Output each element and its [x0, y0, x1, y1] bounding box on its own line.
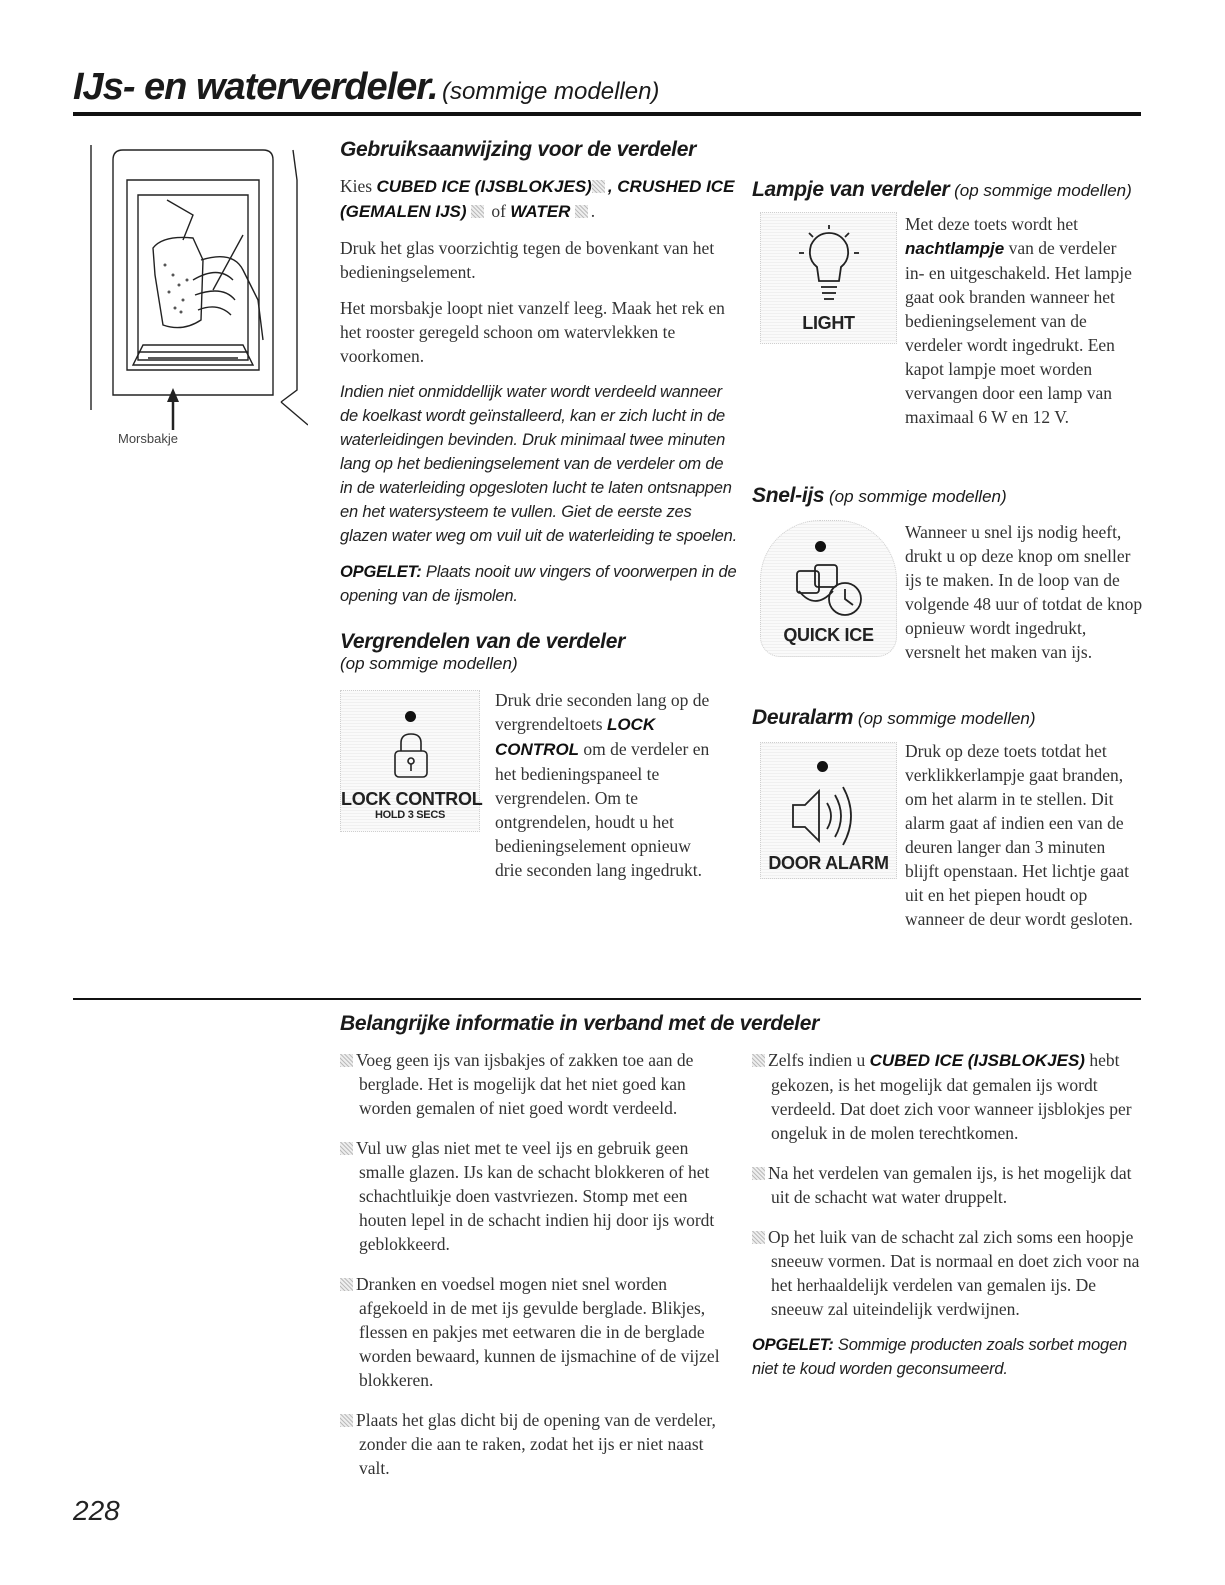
bullet-icon — [340, 1142, 353, 1155]
bullet-icon — [340, 1054, 353, 1067]
usage-air-paragraph: Indien niet onmiddellijk water wordt verdeeld wanneer de koelkast wordt geïnstalleerd, kan er zich lucht in de waterleidingen bevinden. Druk minimaal twee minuten lang op het bedieningselement van de verdeler om de in de waterleiding opgesloten lucht te laten ontsnappen en het watersysteem te vullen. Giet de eerste zes glazen water weg om vuil uit de waterleiding te spoelen. — [340, 383, 737, 545]
usage-select-separator: , — [607, 177, 618, 196]
door-alarm-heading — [752, 706, 1152, 730]
quick-ice-label: QUICK ICE — [783, 625, 874, 645]
crushed-ice-keyword: CRUSHED ICE (GEMALEN IJS) — [340, 177, 735, 221]
light-section — [752, 178, 1152, 202]
list-item — [340, 1408, 725, 1480]
lock-heading: Vergrendelen van de verdeler — [340, 630, 625, 653]
quick-ice-icon — [791, 561, 866, 626]
usage-select-or: of — [486, 201, 511, 221]
quick-ice-heading-text: Snel-ijs — [752, 484, 825, 507]
important-section — [340, 1012, 1140, 1036]
light-heading — [752, 178, 1152, 202]
page-title — [73, 66, 659, 109]
door-alarm-description: Druk op deze toets totdat het verklikkerlampje gaat branden, om het alarm in te stellen. Dit alarm gaat af indien een van de deuren langer dan 3 minuten blijft openstaan. Het lichtje gaat uit en het piepen houdt op wanneer de deur wordt gesloten. — [905, 741, 1133, 929]
lock-desc-start: Druk drie seconden lang op de vergrendeltoets — [495, 690, 710, 734]
light-label: LIGHT — [802, 313, 855, 333]
lock-subheading: (op sommige modellen) — [340, 654, 518, 673]
quick-ice-heading — [752, 484, 1152, 508]
speaker-icon — [789, 781, 869, 851]
list-item — [752, 1161, 1142, 1209]
list-item — [752, 1333, 1142, 1381]
bullet-icon — [752, 1054, 765, 1067]
quick-ice-heading-sub: (op sommige modellen) — [824, 487, 1007, 506]
usage-section — [340, 138, 740, 608]
bullet-icon — [752, 1231, 765, 1244]
lock-section — [340, 630, 740, 674]
lock-control-sublabel: HOLD 3 SECS — [374, 809, 446, 821]
quick-ice-button[interactable] — [760, 520, 897, 657]
list-item-text: Na het verdelen van gemalen ijs, is het mogelijk dat uit de schacht wat water druppelt. — [768, 1163, 1132, 1207]
door-alarm-label: DOOR ALARM — [768, 853, 889, 873]
crushed-ice-icon — [471, 205, 484, 218]
drip-tray-caption: Morsbakje — [118, 431, 178, 446]
usage-caution — [340, 560, 740, 608]
list-item-text: Op het luik van de schacht zal zich soms een hoopje sneeuw vormen. Dat is normaal en doet zich voor na het herhaaldelijk verdelen van gemalen ijs. De sneeuw zal uiteindelijk verdwijnen. — [768, 1227, 1140, 1319]
water-icon — [575, 205, 588, 218]
dispenser-illustration — [83, 140, 308, 440]
list-item-text: Vul uw glas niet met te veel ijs en gebruik geen smalle glazen. IJs kan de schacht blokkeren of het schachtluikje doen vastvriezen. Stomp met een houten lepel in de schacht indien hij door ijs wordt geblokkeerd. — [356, 1138, 715, 1254]
quick-ice-indicator-dot — [815, 541, 826, 552]
list-item — [340, 1136, 725, 1256]
important-list-right — [752, 1048, 1142, 1397]
top-rule — [73, 112, 1141, 116]
lock-description — [495, 688, 710, 882]
usage-caution-text: Plaats nooit uw vingers of voorwerpen in de opening van de ijsmolen. — [340, 563, 737, 605]
lock-desc-end: om de verdeler en het bedieningspaneel te vergrendelen. Om te ontgrendelen, houdt u het bedieningselement opnieuw drie seconden lang ingedrukt. — [495, 739, 710, 880]
night-light-keyword: nachtlampje — [905, 239, 1005, 258]
cubed-ice-keyword: CUBED ICE (IJSBLOKJES) — [869, 1051, 1085, 1070]
list-item — [340, 1048, 725, 1120]
lock-icon — [391, 731, 431, 781]
usage-select-end: . — [590, 201, 596, 221]
door-alarm-button[interactable] — [760, 742, 897, 879]
important-caution-label: OPGELET: — [752, 1336, 834, 1354]
important-list-left — [340, 1048, 725, 1496]
door-alarm-heading-sub: (op sommige modellen) — [853, 709, 1036, 728]
lightbulb-icon — [799, 225, 859, 305]
important-heading: Belangrijke informatie in verband met de verdeler — [340, 1012, 819, 1035]
list-item-text: Plaats het glas dicht bij de opening van de verdeler, zonder die aan te raken, zodat het ijs er niet naast valt. — [356, 1410, 716, 1478]
light-heading-text: Lampje van verdeler — [752, 178, 950, 201]
door-alarm-section — [752, 706, 1152, 730]
page-number: 228 — [73, 1495, 120, 1526]
list-item — [752, 1048, 1142, 1145]
light-description — [905, 212, 1140, 429]
list-item-text: Dranken en voedsel mogen niet snel worden afgekoeld in de met ijs gevulde berglade. Blikjes, flessen en pakjes met eetwaren die in de berglade worden bewaard, kunnen de ijsmachine of de vijzel blokkeren. — [356, 1274, 720, 1390]
bullet-icon — [752, 1167, 765, 1180]
section-divider — [73, 998, 1141, 1000]
water-keyword: WATER — [510, 202, 571, 221]
list-item — [752, 1225, 1142, 1321]
page-title-main: IJs- en waterverdeler. — [73, 66, 438, 108]
usage-select-paragraph — [340, 174, 740, 224]
list-item-text: Zelfs indien u — [768, 1050, 870, 1070]
usage-drip-paragraph: Het morsbakje loopt niet vanzelf leeg. Maak het rek en het rooster geregeld schoon om watervlekken te voorkomen. — [340, 298, 725, 366]
list-item-text: Voeg geen ijs van ijsbakjes of zakken toe aan de berglade. Het is mogelijk dat het niet goed kan worden gemalen of niet goed wordt verdeeld. — [356, 1050, 694, 1118]
door-alarm-indicator-dot — [817, 761, 828, 772]
list-item-text: hebt gekozen, is het mogelijk dat gemalen ijs wordt verdeeld. Dat doet zich voor wanneer ijsblokjes per ongeluk in de molen terechtkomen. — [771, 1050, 1132, 1143]
light-button[interactable] — [760, 212, 897, 344]
light-desc-start: Met deze toets wordt het — [905, 214, 1079, 234]
usage-select-lead: Kies — [340, 176, 377, 196]
dispenser-drawing — [83, 140, 308, 440]
usage-heading: Gebruiksaanwijzing voor de verdeler — [340, 138, 696, 161]
lock-control-button[interactable] — [340, 690, 483, 832]
cubed-ice-keyword: CUBED ICE (IJSBLOKJES) — [376, 177, 592, 196]
usage-press-paragraph: Druk het glas voorzichtig tegen de bovenkant van het bedieningselement. — [340, 238, 715, 282]
lock-indicator-dot — [405, 711, 416, 722]
cubed-ice-icon — [592, 180, 605, 193]
light-heading-sub: (op sommige modellen) — [949, 181, 1132, 200]
bullet-icon — [340, 1278, 353, 1291]
lock-control-keyword: LOCK CONTROL — [495, 715, 656, 759]
list-item — [340, 1272, 725, 1392]
quick-ice-section — [752, 484, 1152, 508]
lock-control-label: LOCK CONTROL — [341, 789, 483, 809]
door-alarm-heading-text: Deuralarm — [752, 706, 854, 729]
light-desc-end: van de verdeler in- en uitgeschakeld. Het lampje gaat ook branden wanneer het bedieningselement van de verdeler wordt ingedrukt. Een kapot lampje moet worden vervangen door een lamp van maximaal 6 W en 12 V. — [905, 238, 1132, 427]
usage-caution-label: OPGELET: — [340, 563, 422, 581]
bullet-icon — [340, 1414, 353, 1427]
important-caution-text: Sommige producten zoals sorbet mogen niet te koud worden geconsumeerd. — [752, 1336, 1127, 1378]
important-caution — [752, 1333, 1142, 1381]
page-title-sub: (sommige modellen) — [442, 78, 660, 105]
quick-ice-description: Wanneer u snel ijs nodig heeft, drukt u op deze knop om sneller ijs te maken. In de loop van de volgende 48 uur of totdat de knop opnieuw wordt ingedrukt, versnelt het maken van ijs. — [905, 522, 1143, 662]
